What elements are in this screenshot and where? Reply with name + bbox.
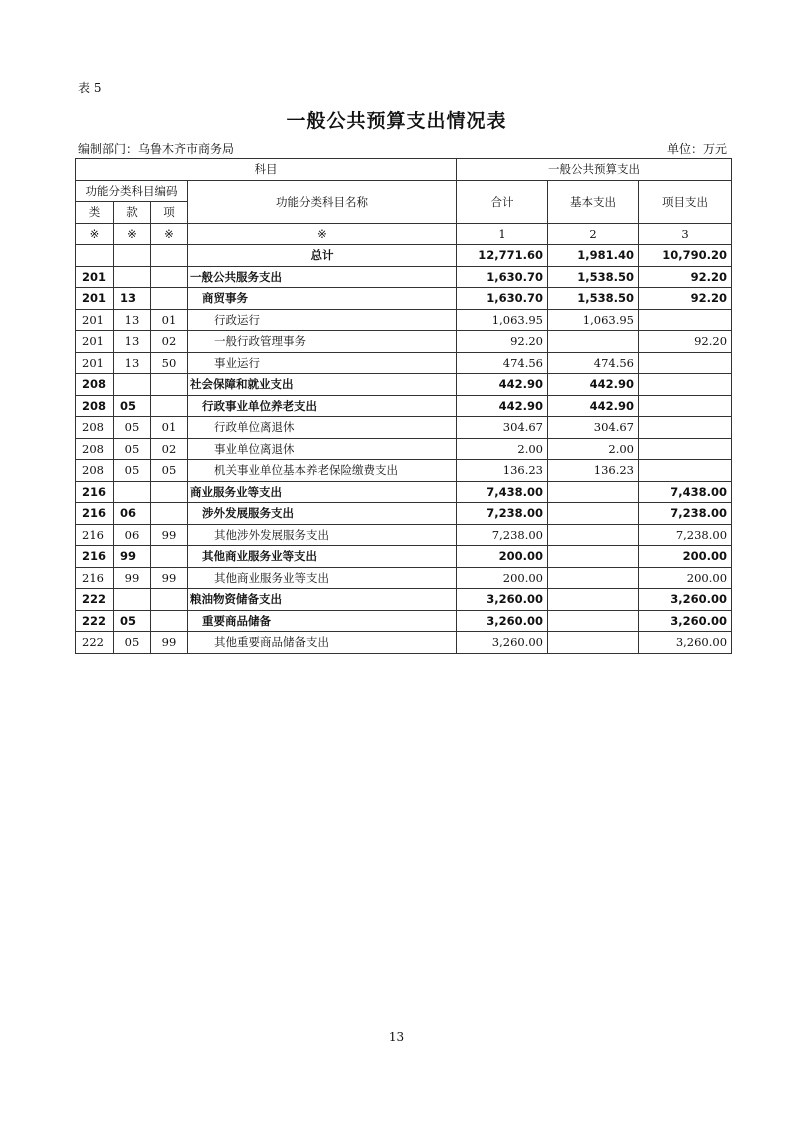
- lei-cell: 216: [76, 524, 114, 546]
- name-cell: 重要商品储备: [188, 610, 457, 632]
- kuan-header: 款: [114, 202, 151, 224]
- lei-cell: 222: [76, 589, 114, 611]
- subject-header: 科目: [76, 159, 457, 181]
- project-cell: 7,438.00: [639, 481, 732, 503]
- name-cell: 总计: [188, 245, 457, 267]
- lei-cell: 222: [76, 610, 114, 632]
- kuan-cell: 13: [114, 309, 151, 331]
- table-row: [76, 438, 732, 460]
- table-row: [76, 524, 732, 546]
- kuan-cell: 05: [114, 610, 151, 632]
- budget-group-header: 一般公共预算支出: [457, 159, 732, 181]
- project-cell: [639, 438, 732, 460]
- xiang-cell: [151, 589, 188, 611]
- table-row: [76, 266, 732, 288]
- project-cell: 92.20: [639, 288, 732, 310]
- header-row-1: [76, 159, 732, 181]
- budget-table: [75, 158, 732, 654]
- basic-cell: 1,063.95: [548, 309, 639, 331]
- table-row: [76, 352, 732, 374]
- page-number: 13: [388, 1030, 405, 1044]
- total-cell: 442.90: [457, 374, 548, 396]
- basic-cell: 1,981.40: [548, 245, 639, 267]
- lei-cell: 216: [76, 546, 114, 568]
- name-cell: 商贸事务: [188, 288, 457, 310]
- project-cell: [639, 417, 732, 439]
- kuan-cell: [114, 374, 151, 396]
- lei-cell: 201: [76, 352, 114, 374]
- table-row: [76, 546, 732, 568]
- name-cell: 商业服务业等支出: [188, 481, 457, 503]
- xiang-cell: 02: [151, 438, 188, 460]
- total-cell: 7,238.00: [457, 503, 548, 525]
- xiang-header: 项: [151, 202, 188, 224]
- kuan-cell: 05: [114, 632, 151, 654]
- xiang-cell: 01: [151, 309, 188, 331]
- kuan-cell: [114, 266, 151, 288]
- col-number: 1: [457, 223, 548, 245]
- name-cell: 其他商业服务业等支出: [188, 567, 457, 589]
- basic-cell: 442.90: [548, 395, 639, 417]
- xiang-cell: 02: [151, 331, 188, 353]
- basic-cell: [548, 481, 639, 503]
- kuan-cell: 05: [114, 395, 151, 417]
- lei-cell: 216: [76, 567, 114, 589]
- project-cell: 200.00: [639, 567, 732, 589]
- table-row: [76, 567, 732, 589]
- table-row: [76, 460, 732, 482]
- total-cell: 3,260.00: [457, 632, 548, 654]
- table-row: [76, 632, 732, 654]
- total-header: 合计: [457, 180, 548, 223]
- lei-cell: 208: [76, 417, 114, 439]
- lei-cell: 208: [76, 460, 114, 482]
- basic-cell: 136.23: [548, 460, 639, 482]
- project-cell: 92.20: [639, 266, 732, 288]
- kuan-cell: 99: [114, 546, 151, 568]
- project-cell: [639, 374, 732, 396]
- lei-header: 类: [76, 202, 114, 224]
- xiang-cell: [151, 481, 188, 503]
- project-header: 项目支出: [639, 180, 732, 223]
- table-label: 表 5: [78, 81, 102, 95]
- basic-cell: [548, 524, 639, 546]
- basic-cell: 304.67: [548, 417, 639, 439]
- kuan-cell: 13: [114, 331, 151, 353]
- table-row: [76, 331, 732, 353]
- total-cell: 200.00: [457, 567, 548, 589]
- xiang-cell: 05: [151, 460, 188, 482]
- total-cell: 1,063.95: [457, 309, 548, 331]
- basic-cell: [548, 546, 639, 568]
- project-cell: 3,260.00: [639, 632, 732, 654]
- project-cell: 3,260.00: [639, 589, 732, 611]
- name-cell: 其他重要商品储备支出: [188, 632, 457, 654]
- total-cell: 474.56: [457, 352, 548, 374]
- lei-cell: 216: [76, 503, 114, 525]
- lei-cell: 208: [76, 395, 114, 417]
- xiang-cell: [151, 610, 188, 632]
- name-cell: 一般行政管理事务: [188, 331, 457, 353]
- basic-cell: [548, 632, 639, 654]
- xiang-cell: [151, 395, 188, 417]
- kuan-cell: 13: [114, 288, 151, 310]
- total-cell: 200.00: [457, 546, 548, 568]
- xiang-cell: [151, 288, 188, 310]
- kuan-cell: 05: [114, 460, 151, 482]
- total-cell: 3,260.00: [457, 610, 548, 632]
- table-row: [76, 374, 732, 396]
- total-cell: 92.20: [457, 331, 548, 353]
- kuan-cell: [114, 589, 151, 611]
- header-row-2: [76, 180, 732, 202]
- header-row-4: [76, 223, 732, 245]
- basic-cell: [548, 567, 639, 589]
- project-cell: [639, 309, 732, 331]
- mark-cell: ※: [151, 223, 188, 245]
- total-cell: 2.00: [457, 438, 548, 460]
- table-row: [76, 417, 732, 439]
- basic-cell: [548, 503, 639, 525]
- mark-cell: ※: [114, 223, 151, 245]
- xiang-cell: [151, 245, 188, 267]
- lei-cell: 208: [76, 438, 114, 460]
- kuan-cell: 05: [114, 417, 151, 439]
- total-cell: 7,238.00: [457, 524, 548, 546]
- kuan-cell: 13: [114, 352, 151, 374]
- lei-cell: 201: [76, 288, 114, 310]
- table-row: [76, 610, 732, 632]
- name-cell: 机关事业单位基本养老保险缴费支出: [188, 460, 457, 482]
- func-name-header: 功能分类科目名称: [188, 180, 457, 223]
- total-cell: 304.67: [457, 417, 548, 439]
- mark-cell: ※: [76, 223, 114, 245]
- unit-label: 单位：万元: [666, 142, 727, 156]
- page-title: 一般公共预算支出情况表: [286, 110, 507, 132]
- basic-cell: [548, 610, 639, 632]
- name-cell: 其他涉外发展服务支出: [188, 524, 457, 546]
- xiang-cell: 99: [151, 567, 188, 589]
- kuan-cell: [114, 245, 151, 267]
- xiang-cell: 50: [151, 352, 188, 374]
- xiang-cell: [151, 503, 188, 525]
- name-cell: 涉外发展服务支出: [188, 503, 457, 525]
- lei-cell: 216: [76, 481, 114, 503]
- basic-cell: [548, 331, 639, 353]
- lei-cell: 208: [76, 374, 114, 396]
- xiang-cell: [151, 374, 188, 396]
- basic-cell: 1,538.50: [548, 288, 639, 310]
- total-cell: 1,630.70: [457, 288, 548, 310]
- table-row: [76, 395, 732, 417]
- lei-cell: 201: [76, 309, 114, 331]
- project-cell: [639, 395, 732, 417]
- project-cell: [639, 352, 732, 374]
- kuan-cell: 99: [114, 567, 151, 589]
- xiang-cell: 99: [151, 524, 188, 546]
- table-row: [76, 288, 732, 310]
- col-number: 3: [639, 223, 732, 245]
- total-cell: 136.23: [457, 460, 548, 482]
- mark-cell: ※: [188, 223, 457, 245]
- table-row: [76, 245, 732, 267]
- total-cell: 12,771.60: [457, 245, 548, 267]
- lei-cell: [76, 245, 114, 267]
- table-row: [76, 309, 732, 331]
- name-cell: 事业运行: [188, 352, 457, 374]
- name-cell: 一般公共服务支出: [188, 266, 457, 288]
- name-cell: 事业单位离退休: [188, 438, 457, 460]
- total-cell: 442.90: [457, 395, 548, 417]
- project-cell: 7,238.00: [639, 503, 732, 525]
- name-cell: 粮油物资储备支出: [188, 589, 457, 611]
- basic-cell: 1,538.50: [548, 266, 639, 288]
- kuan-cell: 06: [114, 524, 151, 546]
- basic-cell: 442.90: [548, 374, 639, 396]
- name-cell: 行政事业单位养老支出: [188, 395, 457, 417]
- basic-header: 基本支出: [548, 180, 639, 223]
- total-cell: 1,630.70: [457, 266, 548, 288]
- lei-cell: 222: [76, 632, 114, 654]
- name-cell: 行政单位离退休: [188, 417, 457, 439]
- department-label: 编制部门：乌鲁木齐市商务局: [78, 142, 235, 156]
- lei-cell: 201: [76, 331, 114, 353]
- kuan-cell: 05: [114, 438, 151, 460]
- lei-cell: 201: [76, 266, 114, 288]
- table-row: [76, 503, 732, 525]
- project-cell: 200.00: [639, 546, 732, 568]
- project-cell: [639, 460, 732, 482]
- xiang-cell: [151, 546, 188, 568]
- xiang-cell: 01: [151, 417, 188, 439]
- project-cell: 7,238.00: [639, 524, 732, 546]
- func-code-header: 功能分类科目编码: [76, 180, 188, 202]
- xiang-cell: [151, 266, 188, 288]
- project-cell: 10,790.20: [639, 245, 732, 267]
- kuan-cell: [114, 481, 151, 503]
- kuan-cell: 06: [114, 503, 151, 525]
- basic-cell: 474.56: [548, 352, 639, 374]
- name-cell: 行政运行: [188, 309, 457, 331]
- project-cell: 92.20: [639, 331, 732, 353]
- name-cell: 社会保障和就业支出: [188, 374, 457, 396]
- table-row: [76, 481, 732, 503]
- xiang-cell: 99: [151, 632, 188, 654]
- basic-cell: [548, 589, 639, 611]
- table-row: [76, 589, 732, 611]
- project-cell: 3,260.00: [639, 610, 732, 632]
- total-cell: 3,260.00: [457, 589, 548, 611]
- col-number: 2: [548, 223, 639, 245]
- total-cell: 7,438.00: [457, 481, 548, 503]
- name-cell: 其他商业服务业等支出: [188, 546, 457, 568]
- basic-cell: 2.00: [548, 438, 639, 460]
